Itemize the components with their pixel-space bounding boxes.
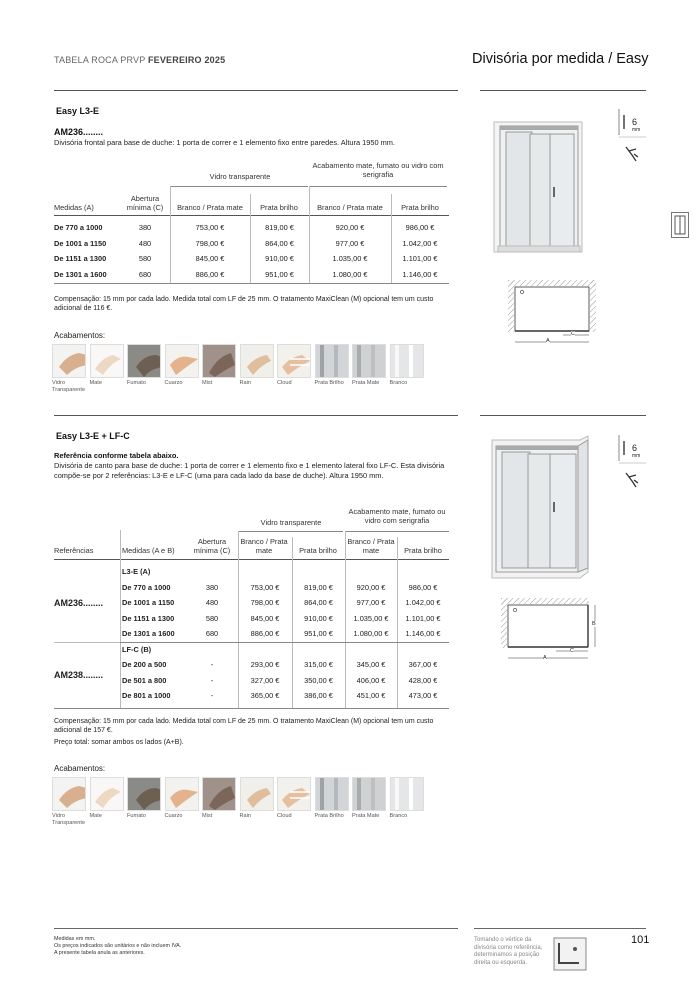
icon-box [616,433,646,493]
finish-swatch-image [90,344,124,378]
finish-swatch-label: Cuarzo [164,380,183,386]
finish-swatch-image [277,777,311,811]
finish-swatch [352,777,388,820]
rule [54,642,120,643]
s1-col-0: Medidas (A) [54,203,94,212]
s2-finishes-label: Acabamentos: [54,764,106,773]
s2-col-2: Abertura mínima (C) [193,537,231,555]
rule [309,186,447,187]
finish-swatch [352,344,388,387]
finishes-swatches-1 [52,344,432,396]
plan-label-a: A [546,338,550,344]
finish-swatch [315,777,351,820]
finish-swatch [390,344,426,387]
finish-swatch [202,777,238,820]
finish-swatch-label: Vidro Transparente [52,813,86,826]
table-subheader: LF-C (B) [122,644,152,654]
finish-swatch-image [202,777,236,811]
finish-swatch-image [90,777,124,811]
icon-box [616,107,646,167]
finish-swatch [52,344,88,394]
plan-label-c: C [571,331,575,337]
table-row: De 1001 a 1150 480 798,00 € 864,00 € 977,00 € 1.042,00 € [122,598,441,608]
s1-code: AM236........ [54,127,104,137]
finish-swatch-image [240,344,274,378]
s1-title: Easy L3-E [56,106,100,116]
shower-head-icon [622,471,642,489]
s1-group2: Acabamento mate, fumato ou vidro com serigrafia [312,161,444,179]
s2-price-table [122,564,449,704]
finish-swatch [127,777,163,820]
finish-swatch-image [52,777,86,811]
s1-col-1: Abertura mínima (C) [126,194,164,212]
rule [345,531,449,532]
table-subheader: L3-E (A) [122,567,151,577]
thickness-unit: mm [632,453,641,459]
finish-swatch [52,777,88,827]
s2-group1: Vidro transparente [260,518,322,527]
corner-orientation-icon [553,937,587,971]
floor-plan-diagram [498,596,603,666]
finish-swatch [315,344,351,387]
table-row: De 770 a 1000 380 753,00 € 819,00 € 920,00 € 986,00 € [54,223,435,233]
finish-swatch-label: Vidro Transparente [52,380,86,393]
finish-swatch-label: Cloud [277,380,292,386]
finish-swatch [277,777,313,820]
footer-notes: Medidas em mm. Os preços indicados são unitários e não incluem IVA. A presente tabela anula as anteriores. [54,936,182,956]
footer-reference-note: Tomando o vértice da divisória como referência, determinamos a posição direita ou esquerda. [474,937,543,966]
s2-col-4: Prata brilho [299,546,337,555]
s1-note: Compensação: 15 mm por cada lado. Medida total com LF de 25 mm. O tratamento MaxiClean (M) opcional tem um custo adicional de 116 €. [54,296,434,312]
s2-desc: Divisória de canto para base de duche: 1 porta de correr e 1 elemento fixo e 1 elemento lateral fixo LF-C. Esta divisória compõe-se por 2 referências: L3-E e LF-C (uma para cada lado da base de duche). Altura 1950 mm. [54,461,445,480]
thickness-value: 6 [632,443,638,453]
s2-col-5: Branco / Prata mate [347,537,395,555]
divider [54,415,458,416]
plan-label-a: A [543,655,547,661]
finish-swatch-image [315,344,349,378]
s1-col-5: Prata brilho [401,203,439,212]
finish-swatch-label: Mate [89,380,102,386]
finish-swatch-label: Prata Mate [352,813,380,819]
thickness-value: 6 [632,117,638,127]
shower-enclosure-image [488,432,593,582]
s1-col-2: Branco / Prata mate [177,203,243,212]
s1-col-3: Prata brilho [260,203,298,212]
section-title: Divisória por medida / Easy [472,51,649,67]
divider [54,928,458,929]
s2-ref1: AM236........ [54,598,104,608]
finish-swatch-image [390,777,424,811]
divider [480,90,646,91]
finish-swatch-label: Prata Brilho [314,380,344,386]
thickness-unit: mm [632,127,641,133]
finish-swatch-image [390,344,424,378]
finish-swatch [127,344,163,387]
finish-swatch-label: Branco [389,813,408,819]
table-row: De 770 a 1000 380 753,00 € 819,00 € 920,00 € 986,00 € [122,582,438,592]
finish-swatch-label: Branco [389,380,408,386]
finish-swatch-image [352,777,386,811]
shower-head-icon [622,145,642,163]
finish-swatch [165,344,201,387]
finish-swatch [90,777,126,820]
finish-swatch [90,344,126,387]
finish-swatch-label: Mist [202,380,213,386]
s1-group1: Vidro transparente [209,172,271,181]
finish-swatch-image [315,777,349,811]
divider [480,415,646,416]
s1-desc: Divisória frontal para base de duche: 1 porta de correr e 1 elemento fixo entre paredes. Altura 1950 mm. [54,138,395,147]
table-row: De 501 a 800 - 327,00 € 350,00 € 406,00 € 428,00 € [122,675,438,685]
rule [238,531,343,532]
finish-swatch-image [277,344,311,378]
s2-subtitle: Referência conforme tabela abaixo. [54,451,179,460]
finish-swatch-label: Fumato [127,813,146,819]
finish-swatch-image [52,344,86,378]
page-number: 101 [631,934,650,946]
finish-swatch-label: Prata Mate [352,380,380,386]
finish-swatch-label: Mist [202,813,213,819]
finish-swatch-image [165,344,199,378]
finish-swatch [277,344,313,387]
plan-label-b: B [592,621,596,627]
s2-group2: Acabamento mate, fumato ou vidro com serigrafia [348,507,446,525]
s1-price-table [54,220,449,282]
finish-swatch-image [165,777,199,811]
table-row: De 1301 a 1600 680 886,00 € 951,00 € 1.080,00 € 1.146,00 € [54,269,438,279]
finish-swatch-label: Prata Brilho [314,813,344,819]
finish-swatch-image [127,777,161,811]
finish-swatch [165,777,201,820]
rule [170,186,308,187]
finish-swatch-label: Cloud [277,813,292,819]
finish-swatch [390,777,426,820]
s2-title: Easy L3-E + LF-C [56,431,130,441]
header-title: TABELA ROCA PRVP FEVEREIRO 2025 [54,55,226,65]
s2-ref2: AM238........ [54,670,104,680]
s1-col-4: Branco / Prata mate [317,203,383,212]
finish-swatch-image [240,777,274,811]
finish-swatch-label: Cuarzo [164,813,183,819]
divider [54,90,458,91]
table-row: De 200 a 500 - 293,00 € 315,00 € 345,00 € 367,00 € [122,660,438,670]
s2-col-1: Medidas (A e B) [122,546,175,555]
finish-swatch-image [202,344,236,378]
s2-col-6: Prata brilho [404,546,442,555]
floor-plan-diagram [505,278,605,348]
finish-swatch [202,344,238,387]
finish-swatch-image [352,344,386,378]
table-row: De 801 a 1000 - 365,00 € 386,00 € 451,00 € 473,00 € [122,691,438,701]
table-row: De 1301 a 1600 680 886,00 € 951,00 € 1.080,00 € 1.146,00 € [122,629,441,639]
s1-finishes-label: Acabamentos: [54,331,106,340]
finish-swatch-label: Rain [239,380,252,386]
rule [54,708,449,709]
plan-label-c: C [570,648,574,654]
finish-swatch-image [127,344,161,378]
s2-col-0: Referências [54,546,94,555]
table-row: De 1001 a 1150 480 798,00 € 864,00 € 977,00 € 1.042,00 € [54,238,438,248]
shower-enclosure-image [490,112,590,260]
table-row: De 1151 a 1300 580 845,00 € 910,00 € 1.035,00 € 1.101,00 € [54,254,438,264]
s2-note2: Preço total: somar ambos os lados (A+B). [54,739,184,746]
corner-reference-icon [671,212,689,238]
finish-swatch-label: Rain [239,813,252,819]
divider [474,928,646,929]
table-row: De 1151 a 1300 580 845,00 € 910,00 € 1.035,00 € 1.101,00 € [122,613,441,623]
s2-note: Compensação: 15 mm por cada lado. Medida total com LF de 25 mm. O tratamento MaxiClean (M) opcional tem um custo adicional de 157 €. [54,718,434,734]
rule [54,559,449,560]
finishes-swatches-2 [52,777,432,829]
finish-swatch-label: Mate [89,813,102,819]
finish-swatch-label: Fumato [127,380,146,386]
col-sep [120,530,121,708]
finish-swatch [240,344,276,387]
s2-col-3: Branco / Prata mate [240,537,288,555]
finish-swatch [240,777,276,820]
rule [54,283,449,284]
rule [54,215,449,216]
